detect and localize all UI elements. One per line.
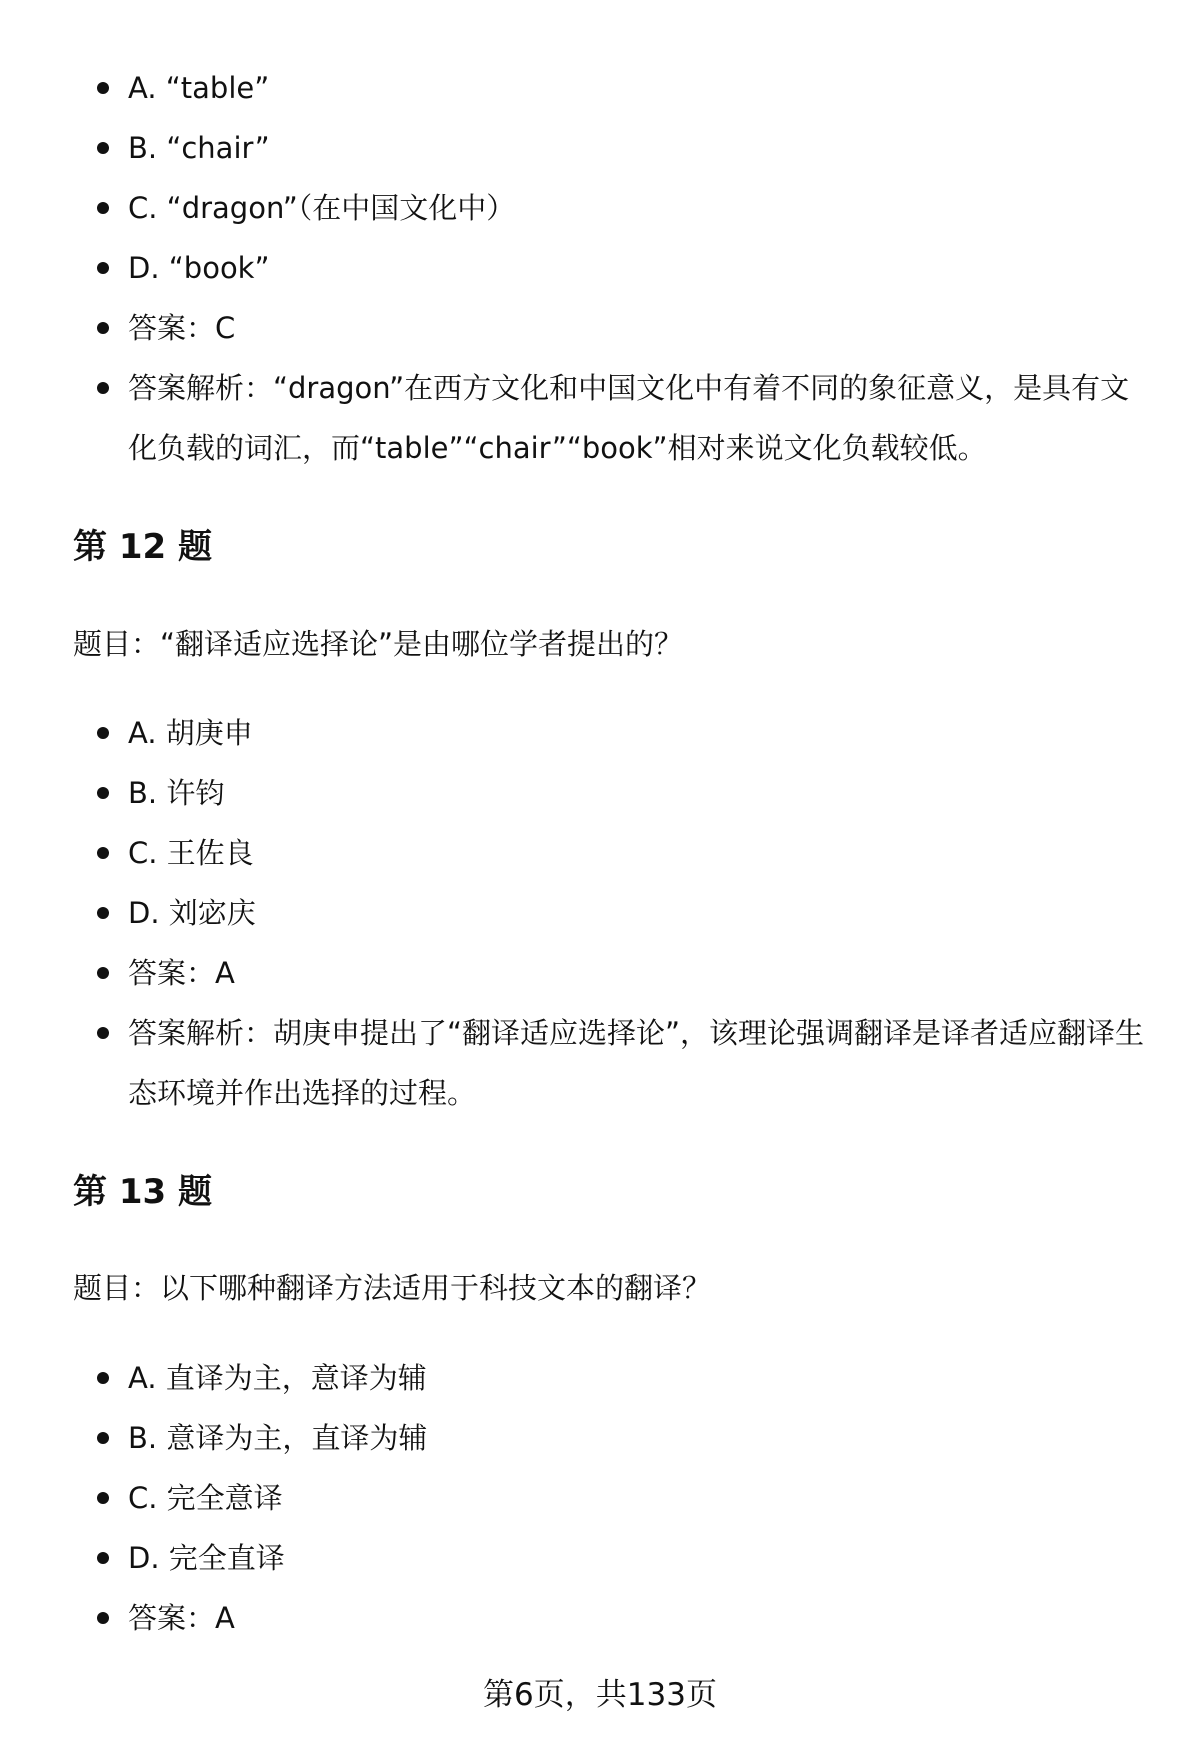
bullet-icon: [97, 847, 109, 859]
question-12-options: [0, 703, 1200, 1123]
bullet-icon: [97, 1492, 109, 1504]
option-text: C. 完全意译: [128, 1481, 283, 1515]
question-stem: 题目：以下哪种翻译方法适用于科技文本的翻译？: [73, 1271, 712, 1305]
option-text: A. 胡庚申: [128, 716, 253, 750]
list-item: [0, 58, 1200, 118]
question-stem: 题目：“翻译适应选择论”是由哪位学者提出的？: [73, 627, 684, 661]
bullet-icon: [97, 1372, 109, 1384]
list-item: [0, 178, 1200, 238]
bullet-icon: [97, 907, 109, 919]
list-item: [0, 703, 1200, 763]
answer-text: 答案：A: [128, 1601, 235, 1635]
question-heading: 第 13 题: [73, 1172, 212, 1212]
bullet-icon: [97, 787, 109, 799]
list-item: [0, 118, 1200, 178]
list-item: [0, 1528, 1200, 1588]
question-11-tail: [0, 58, 1200, 478]
option-text: C. “dragon”（在中国文化中）: [128, 191, 516, 225]
bullet-icon: [97, 1552, 109, 1564]
list-item: [0, 1468, 1200, 1528]
option-list: [0, 58, 1200, 478]
explanation-item: [0, 1003, 1200, 1123]
option-text: C. 王佐良: [128, 836, 254, 870]
list-item: [0, 883, 1200, 943]
bullet-icon: [97, 262, 109, 274]
option-text: D. 刘宓庆: [128, 896, 256, 930]
list-item: [0, 823, 1200, 883]
question-heading: 第 12 题: [73, 527, 212, 567]
option-list: [0, 703, 1200, 1123]
bullet-icon: [97, 727, 109, 739]
page-number: 第6页，共133页: [483, 1677, 717, 1713]
bullet-icon: [97, 1432, 109, 1444]
explanation-item: [0, 358, 1200, 478]
answer-text: 答案：C: [128, 311, 236, 345]
bullet-icon: [97, 1027, 109, 1039]
answer-item: [0, 1588, 1200, 1648]
list-item: [0, 238, 1200, 298]
list-item: [0, 1408, 1200, 1468]
bullet-icon: [97, 967, 109, 979]
option-text: D. “book”: [128, 251, 270, 285]
bullet-icon: [97, 82, 109, 94]
answer-text: 答案：A: [128, 956, 235, 990]
question-13-options: [0, 1348, 1200, 1648]
list-item: [0, 763, 1200, 823]
bullet-icon: [97, 1612, 109, 1624]
option-text: B. 许钧: [128, 776, 225, 810]
option-text: B. “chair”: [128, 131, 270, 165]
answer-item: [0, 298, 1200, 358]
option-text: D. 完全直译: [128, 1541, 285, 1575]
option-list: [0, 1348, 1200, 1648]
list-item: [0, 1348, 1200, 1408]
explanation-text: 答案解析：“dragon”在西方文化和中国文化中有着不同的象征意义，是具有文化负载的词汇，而“table”“chair”“book”相对来说文化负载较低。: [128, 371, 1130, 465]
option-text: B. 意译为主，直译为辅: [128, 1421, 428, 1455]
bullet-icon: [97, 202, 109, 214]
option-text: A. 直译为主，意译为辅: [128, 1361, 427, 1395]
answer-item: [0, 943, 1200, 1003]
bullet-icon: [97, 142, 109, 154]
explanation-text: 答案解析：胡庚申提出了“翻译适应选择论”，该理论强调翻译是译者适应翻译生态环境并作出选择的过程。: [128, 1016, 1145, 1110]
bullet-icon: [97, 322, 109, 334]
option-text: A. “table”: [128, 71, 270, 105]
bullet-icon: [97, 382, 109, 394]
